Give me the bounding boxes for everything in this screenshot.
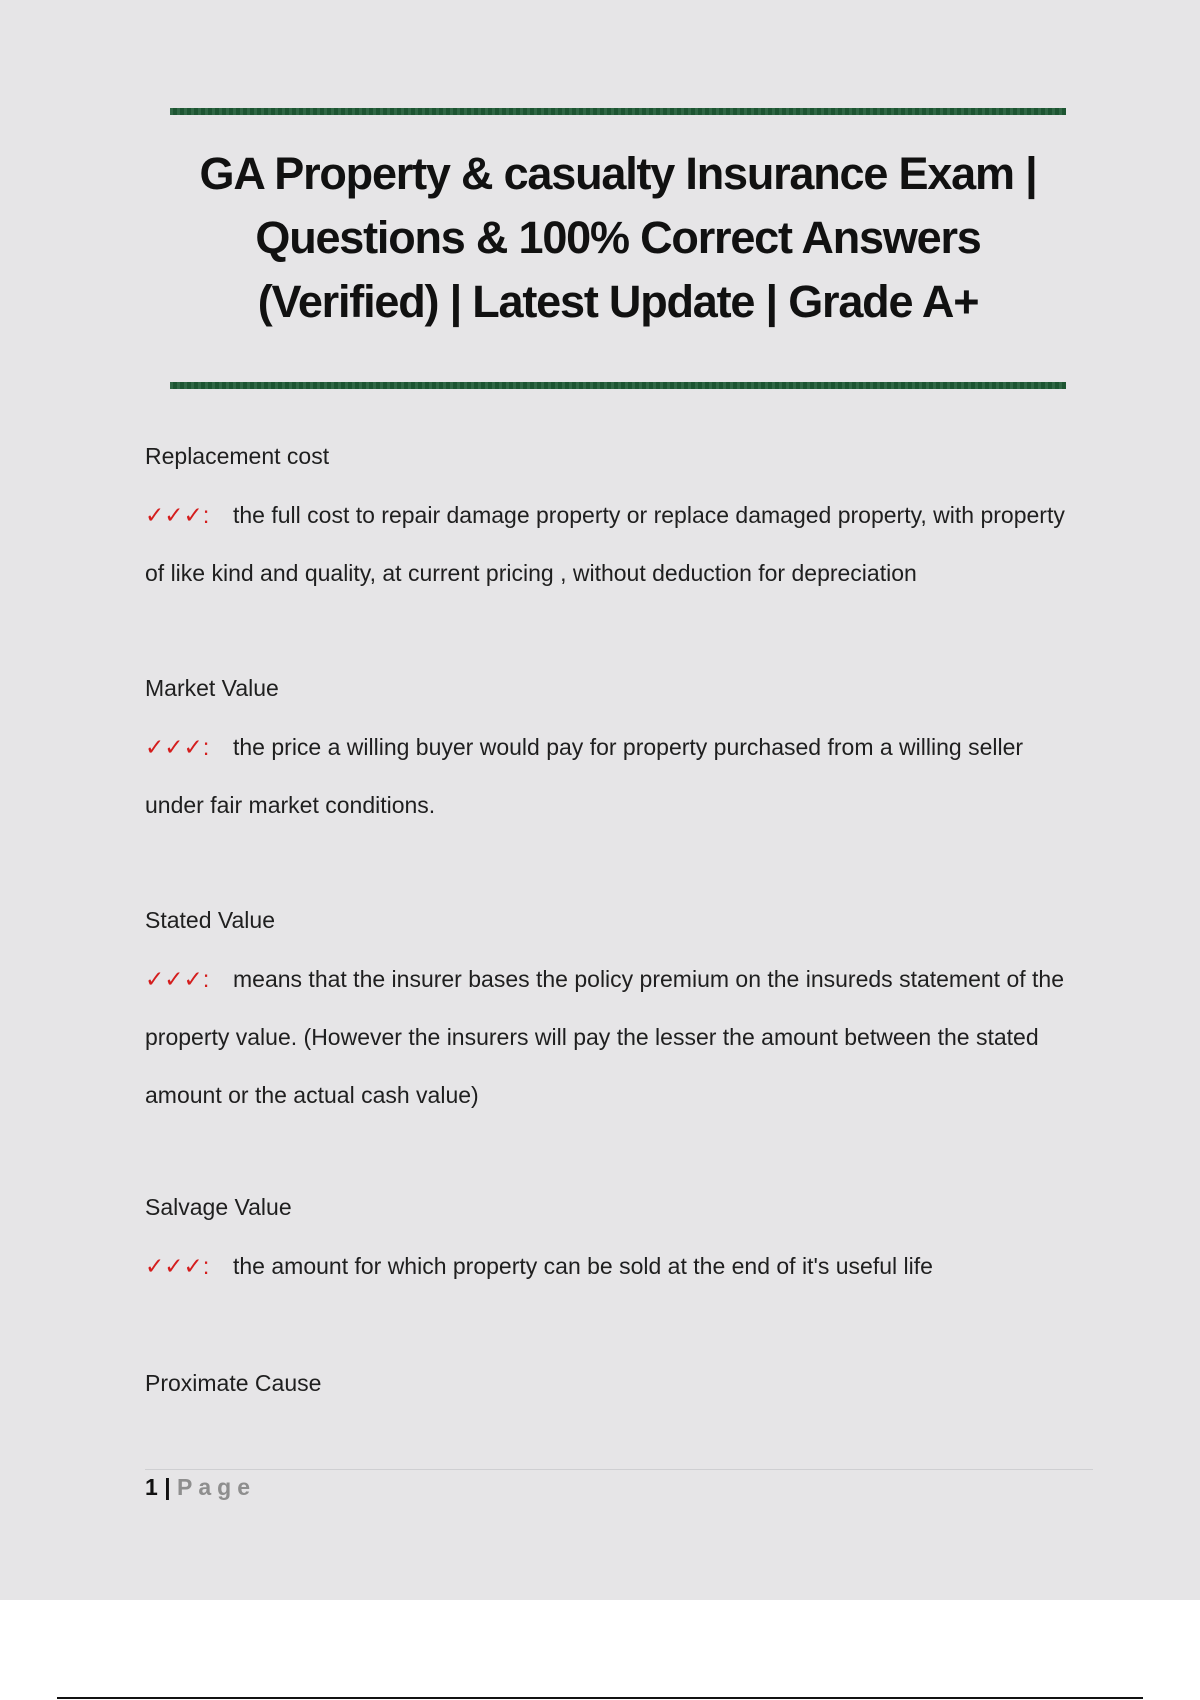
title-bottom-rule <box>170 382 1066 389</box>
term-stated-value: Stated Value <box>145 907 276 933</box>
term-market-value: Market Value <box>145 675 279 701</box>
check-marks-icon: ✓✓✓: <box>145 1253 210 1279</box>
title-line-3: (Verified) | Latest Update | Grade A+ <box>257 276 979 327</box>
answer-replacement-cost <box>145 486 1075 602</box>
term-replacement-cost: Replacement cost <box>145 443 330 469</box>
answer-salvage-value <box>145 1237 1075 1295</box>
term-salvage-value: Salvage Value <box>145 1194 292 1220</box>
check-marks-icon: ✓✓✓: <box>145 966 210 992</box>
document-title <box>140 142 1096 334</box>
page-separator: | <box>164 1474 171 1500</box>
title-line-1: GA Property & casualty Insurance Exam | <box>199 148 1037 199</box>
next-page-top-rule <box>57 1697 1143 1699</box>
answer-text: the price a willing buyer would pay for property purchased from a willing seller under fair market conditions. <box>145 734 1024 818</box>
term-proximate-cause: Proximate Cause <box>145 1370 322 1396</box>
title-top-rule <box>170 108 1066 115</box>
page-label: Page <box>177 1474 256 1500</box>
answer-text: the full cost to repair damage property or replace damaged property, with property of like kind and quality, at current pricing , without deduction for depreciation <box>145 502 1065 586</box>
answer-text: means that the insurer bases the policy premium on the insureds statement of the property value. (However the insurers will pay the lesser the amount between the stated amount or the actual cash value) <box>145 966 1064 1108</box>
footer-divider <box>145 1469 1093 1470</box>
answer-market-value <box>145 718 1075 834</box>
title-line-2: Questions & 100% Correct Answers <box>255 212 981 263</box>
page-number: 1 <box>145 1474 158 1500</box>
answer-stated-value <box>145 950 1075 1124</box>
answer-text: the amount for which property can be sold at the end of it's useful life <box>233 1253 933 1279</box>
check-marks-icon: ✓✓✓: <box>145 502 210 528</box>
page-footer <box>145 1472 256 1502</box>
check-marks-icon: ✓✓✓: <box>145 734 210 760</box>
